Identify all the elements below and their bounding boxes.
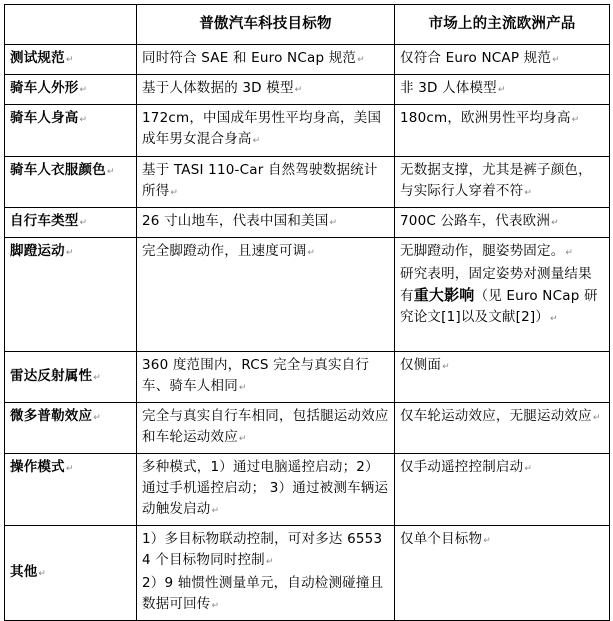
paragraph-mark-icon: ↵ (238, 383, 247, 393)
paragraph-mark-icon: ↵ (497, 85, 506, 95)
paragraph-mark-icon: ↵ (79, 115, 88, 125)
paragraph-mark-icon: ↵ (524, 464, 533, 474)
competitor-value: 仅符合 Euro NCAP 规范 (400, 50, 552, 66)
table-row (5, 238, 610, 352)
product-value (142, 529, 389, 573)
row-label: 测试规范 (10, 50, 65, 66)
product-value: 多种模式，1）通过电脑遥控启动；2）通过手机遥控启动； 3）通过被测车辆运动触发启动 (142, 459, 389, 517)
competitor-value: 无脚蹬动作，腿姿势固定。 (400, 243, 565, 259)
row-label: 微多普勒效应 (10, 408, 93, 424)
product-value (142, 573, 389, 617)
paragraph-mark-icon: ↵ (524, 188, 533, 198)
paragraph-mark-icon: ↵ (550, 314, 558, 324)
paragraph-mark-icon: ↵ (170, 188, 179, 198)
emphasis-text: 重大影响 (413, 286, 475, 304)
header-product-label: 普傲汽车科技目标物 (199, 16, 332, 32)
header-competitor-col (395, 5, 610, 45)
paragraph-mark-icon: ↵ (552, 55, 560, 65)
paragraph-mark-icon: ↵ (592, 413, 601, 423)
table-row (5, 352, 610, 403)
row-label: 骑车人衣服颜色 (10, 162, 106, 178)
paragraph-mark-icon: ↵ (565, 248, 574, 258)
paragraph-mark-icon: ↵ (307, 248, 316, 258)
product-value: 同时符合 SAE 和 Euro NCap 规范 (142, 50, 357, 66)
competitor-value: 无数据支撑，尤其是裤子颜色，与实际行人穿着不符 (400, 162, 592, 199)
table-row (5, 526, 610, 621)
competitor-note-text: 研究表明，固定姿势对测量结果有 (400, 266, 592, 304)
table-row (5, 208, 610, 238)
paragraph-mark-icon: ↵ (93, 372, 101, 383)
row-label: 骑车人外形 (10, 80, 79, 96)
paragraph-mark-icon: ↵ (211, 601, 220, 611)
paragraph-mark-icon: ↵ (483, 536, 491, 546)
paragraph-mark-icon: ↵ (238, 434, 247, 444)
paragraph-mark-icon: ↵ (252, 136, 261, 146)
table-row (5, 157, 610, 208)
paragraph-mark-icon: ↵ (357, 55, 365, 65)
header-empty-cell (5, 5, 137, 45)
row-label: 雷达反射属性 (10, 367, 93, 384)
competitor-note-ref: （见 Euro NCap 研究论文[1]以及文献[2]） (400, 288, 598, 325)
competitor-value: 仅侧面 (400, 357, 442, 373)
row-label: 其他 (10, 563, 38, 580)
paragraph-mark-icon: ↵ (294, 85, 303, 95)
competitor-value: 180cm，欧洲男性平均身高 (400, 110, 571, 126)
row-label: 自行车类型 (10, 213, 79, 229)
table-row (5, 454, 610, 526)
competitor-value: 700C 公路车，代表欧洲 (400, 213, 551, 229)
paragraph-mark-icon: ↵ (79, 218, 88, 228)
paragraph-mark-icon: ↵ (329, 218, 338, 228)
paragraph-mark-icon: ↵ (38, 568, 47, 579)
product-value: 基于人体数据的 3D 模型 (142, 80, 294, 96)
paragraph-mark-icon: ↵ (211, 506, 220, 516)
comparison-table (4, 4, 610, 621)
competitor-note (400, 264, 604, 330)
table-header-row (5, 5, 610, 45)
competitor-value: 仅手动遥控控制启动 (400, 459, 524, 475)
product-value: 26 寸山地车，代表中国和美国 (142, 213, 329, 229)
competitor-value: 仅车轮运动效应，无腿运动效应 (400, 408, 592, 424)
row-label: 骑车人身高 (10, 110, 79, 126)
header-product-col (137, 5, 395, 45)
row-label: 操作模式 (10, 459, 65, 475)
product-value: 172cm，中国成年男性平均身高，美国成年男女混合身高 (142, 110, 382, 147)
product-value: 基于 TASI 110-Car 自然驾驶数据统计所得 (142, 162, 378, 199)
paragraph-mark-icon: ↵ (442, 362, 450, 372)
paragraph-mark-icon: ↵ (571, 115, 580, 125)
product-value-line: 1）多目标物联动控制，可对多达 65534 个目标物同时控制 (142, 531, 383, 568)
paragraph-mark-icon: ↵ (265, 557, 274, 567)
product-value-line: 2）9 轴惯性测量单元，自动检测碰撞且数据可回传 (142, 575, 384, 612)
paragraph-mark-icon: ↵ (65, 55, 74, 65)
paragraph-mark-icon: ↵ (65, 464, 74, 474)
competitor-value: 仅单个目标物 (400, 531, 483, 547)
paragraph-mark-icon: ↵ (79, 85, 88, 95)
competitor-value: 非 3D 人体模型 (400, 80, 497, 96)
paragraph-mark-icon: ↵ (93, 413, 101, 423)
product-value: 360 度范围内，RCS 完全与真实自行车、骑车人相同 (142, 357, 370, 394)
paragraph-mark-icon: ↵ (65, 248, 74, 258)
table-row (5, 45, 610, 75)
product-value: 完全脚蹬动作，且速度可调 (142, 243, 307, 259)
row-label: 脚蹬运动 (10, 243, 65, 259)
table-row (5, 105, 610, 157)
product-value: 完全与真实自行车相同，包括腿运动效应和车轮运动效应 (142, 408, 389, 445)
table-row (5, 75, 610, 105)
paragraph-mark-icon: ↵ (106, 167, 115, 177)
table-row (5, 403, 610, 454)
header-competitor-label: 市场上的主流欧洲产品 (428, 16, 576, 32)
paragraph-mark-icon: ↵ (551, 218, 559, 228)
